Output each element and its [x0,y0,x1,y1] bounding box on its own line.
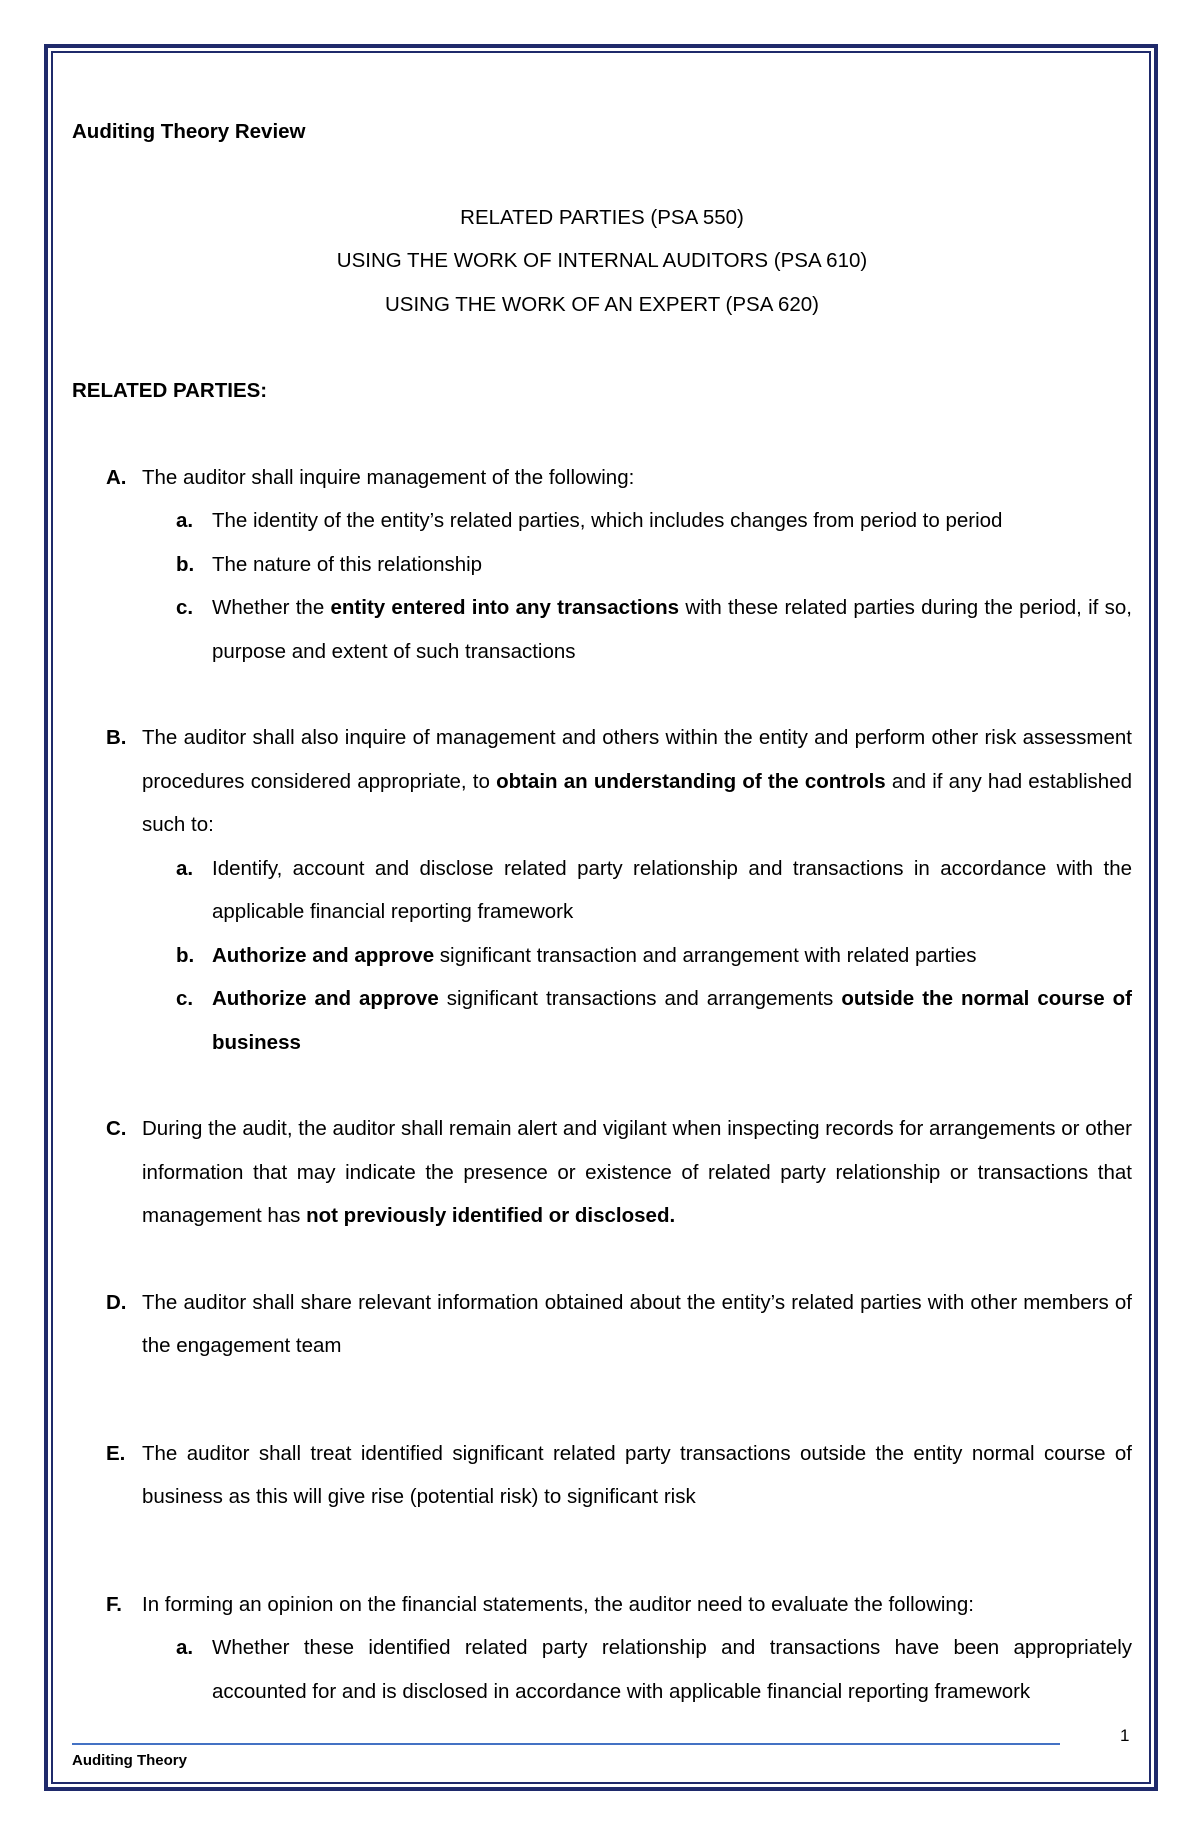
bold-text: obtain an understanding of the controls [496,769,886,793]
item-b [72,716,1132,1064]
item-text: The auditor shall share relevant information obtained about the entity’s related parties with other members of the engagement team [142,1290,1132,1357]
title-psa-620: USING THE WORK OF AN EXPERT (PSA 620) [384,292,820,316]
bold-text: not previously identified or disclosed. [306,1204,676,1227]
item-text: In forming an opinion on the financial statements, the auditor need to evaluate the following: [142,1592,974,1616]
text-segment: The auditor shall also inquire of management and others within the entity and perform other risk assessment procedures considered appropriate, to [142,726,1132,793]
title-psa-550: RELATED PARTIES (PSA 550) [460,205,744,229]
sub-item-text: Whether these identified related party relationship and transactions have been appropriately accounted for and is disclosed in accordance with applicable financial reporting framework [212,1636,1132,1703]
item-c [72,1107,1132,1238]
document-header: Auditing Theory Review [72,120,306,143]
sub-item-letter: c. [176,987,194,1010]
item-f [72,1583,1132,1714]
sub-item-text: The nature of this relationship [212,552,483,576]
item-letter: E. [106,1441,126,1465]
sub-item-a-a [142,499,1132,543]
page-number: 1 [1120,1726,1130,1745]
sub-item-letter: b. [176,943,195,967]
sub-item-b-c [142,977,1132,1064]
item-text [142,1107,1132,1238]
sub-item-text: Identify, account and disclose related party relationship and transactions in accordance with the applicable financial reporting framework [212,856,1132,923]
sub-item-letter: a. [176,509,194,532]
text-segment: significant transaction and arrangement with related parties [434,943,977,967]
text-segment: with these related parties during the period, if so, purpose and extent of such transactions [212,596,1132,663]
bold-text: entity entered into any transactions [330,596,680,619]
item-text: The auditor shall inquire management of the following: [142,465,635,489]
sub-item-text: The identity of the entity’s related parties, which includes changes from period to period [212,509,1003,532]
title-psa-610: USING THE WORK OF INTERNAL AUDITORS (PSA 610) [336,249,868,272]
item-e [72,1432,1132,1519]
bold-text: outside the normal course of business [212,987,1132,1054]
footer-divider [72,1743,1060,1745]
text-segment: During the audit, the auditor shall remain alert and vigilant when inspecting records for arrangements or other information that may indicate the presence or existence of related party relationship or transactions that management has [142,1117,1132,1227]
item-letter: C. [106,1117,127,1140]
sub-item-f-a [142,1626,1132,1713]
item-a [72,456,1132,674]
item-text [142,716,1132,847]
sub-item-letter: b. [176,552,195,576]
item-letter: F. [106,1592,122,1616]
sub-item-b-b [142,934,1132,978]
sub-item-a-b [142,543,1132,587]
section-heading: RELATED PARTIES: [72,379,268,402]
sub-item-letter: a. [176,1636,194,1659]
sub-item-letter: c. [176,596,194,619]
sub-item-text [212,586,1132,673]
item-letter: A. [106,465,127,489]
footer-text: Auditing Theory [72,1752,187,1769]
item-text: The auditor shall treat identified significant related party transactions outside the entity normal course of business as this will give rise (potential risk) to significant risk [142,1441,1132,1508]
sub-item-a-c [142,586,1132,673]
title-block [72,196,1132,327]
text-segment: and if any had established such to: [142,769,1132,836]
sub-item-text [212,934,1132,978]
sub-item-letter: a. [176,856,194,880]
sub-item-text [212,977,1132,1064]
item-d [72,1281,1132,1368]
sub-item-b-a [142,847,1132,934]
text-segment: Whether the [212,596,331,619]
document-body [72,110,1132,1756]
bold-text: Authorize and approve [212,943,435,967]
item-letter: B. [106,726,127,749]
text-segment: significant transactions and arrangements [438,987,842,1010]
bold-text: Authorize and approve [212,987,439,1010]
item-letter: D. [106,1290,127,1314]
